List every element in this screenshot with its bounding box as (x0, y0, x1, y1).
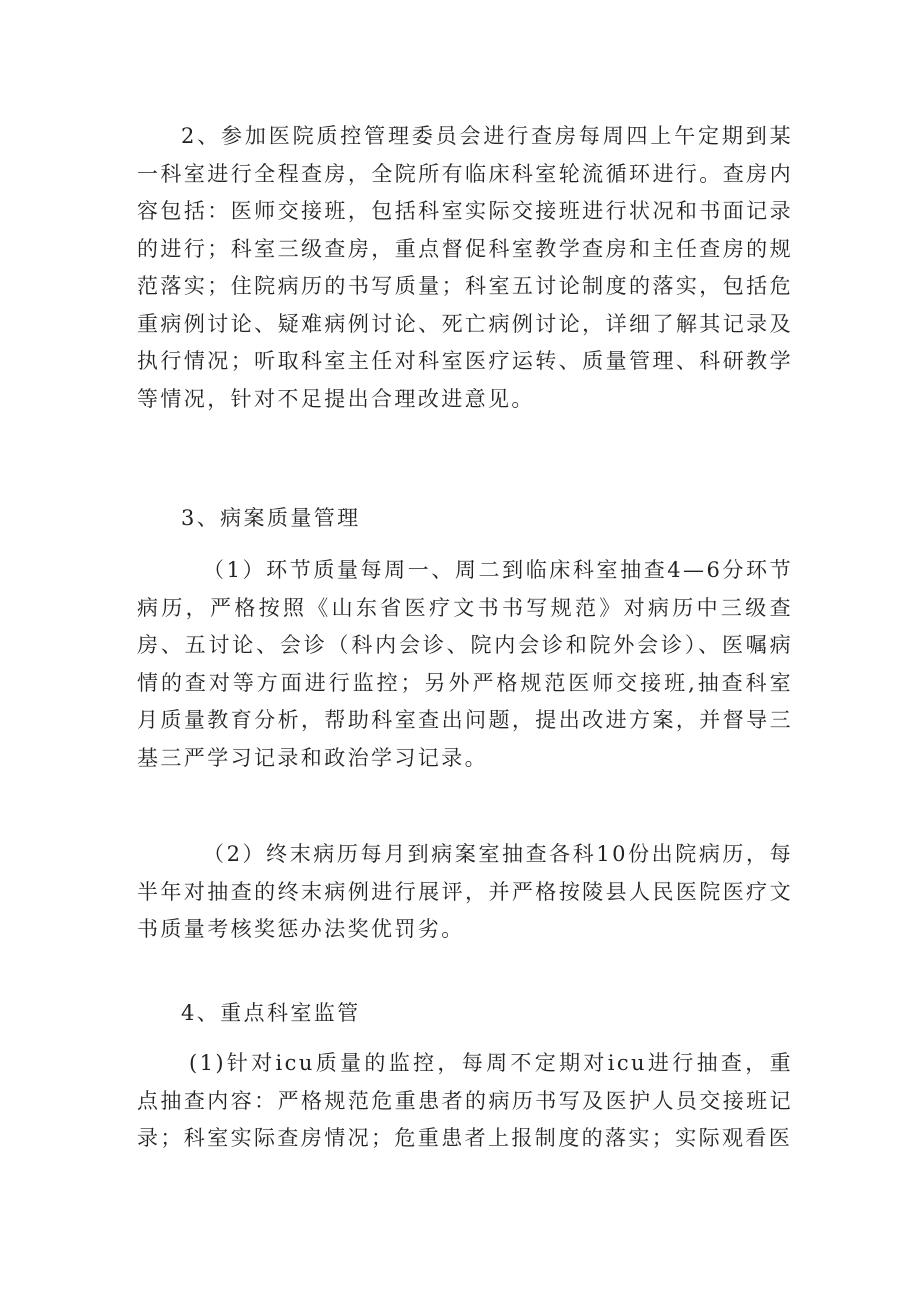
section-heading-key-department-supervision: 4、重点科室监管 (181, 1001, 361, 1025)
paragraph-terminal-records: （2）终末病历每月到病案室抽查各科10份出院病历，每半年对抽查的终末病例进行展评，并严格按陵县人民医院医疗文书质量考核奖惩办法奖优罚劣。 (137, 842, 793, 941)
paragraph-rounds-inspection: 2、参加医院质控管理委员会进行查房每周四上午定期到某一科室进行全程查房，全院所有临床科室轮流循环进行。查房内容包括：医师交接班，包括科室实际交接班进行状况和书面记录的进行；科室三级查房，重点督促科室教学查房和主任查房的规范落实；住院病历的书写质量；科室五讨论制度的落实，包括危重病例讨论、疑难病例讨论、死亡病例讨论，详细了解其记录及执行情况；听取科室主任对科室医疗运转、质量管理、科研教学等情况，针对不足提出合理改进意见。 (137, 124, 793, 411)
paragraph-icu-monitoring: (1)针对icu质量的监控，每周不定期对icu进行抽查，重点抽查内容：严格规范危重患者的病历书写及医护人员交接班记录；科室实际查房情况；危重患者上报制度的落实；实际观看医 (137, 1051, 793, 1150)
paragraph-process-quality: （1）环节质量每周一、周二到临床科室抽查4—6分环节病历，严格按照《山东省医疗文书书写规范》对病历中三级查房、五讨论、会诊（科内会诊、院内会诊和院外会诊）、医嘱病情的查对等方面进行监控；另外严格规范医师交接班,抽查科室月质量教育分析，帮助科室查出问题，提出改进方案，并督导三基三严学习记录和政治学习记录。 (137, 558, 793, 770)
section-heading-medical-record-quality: 3、病案质量管理 (181, 506, 361, 530)
